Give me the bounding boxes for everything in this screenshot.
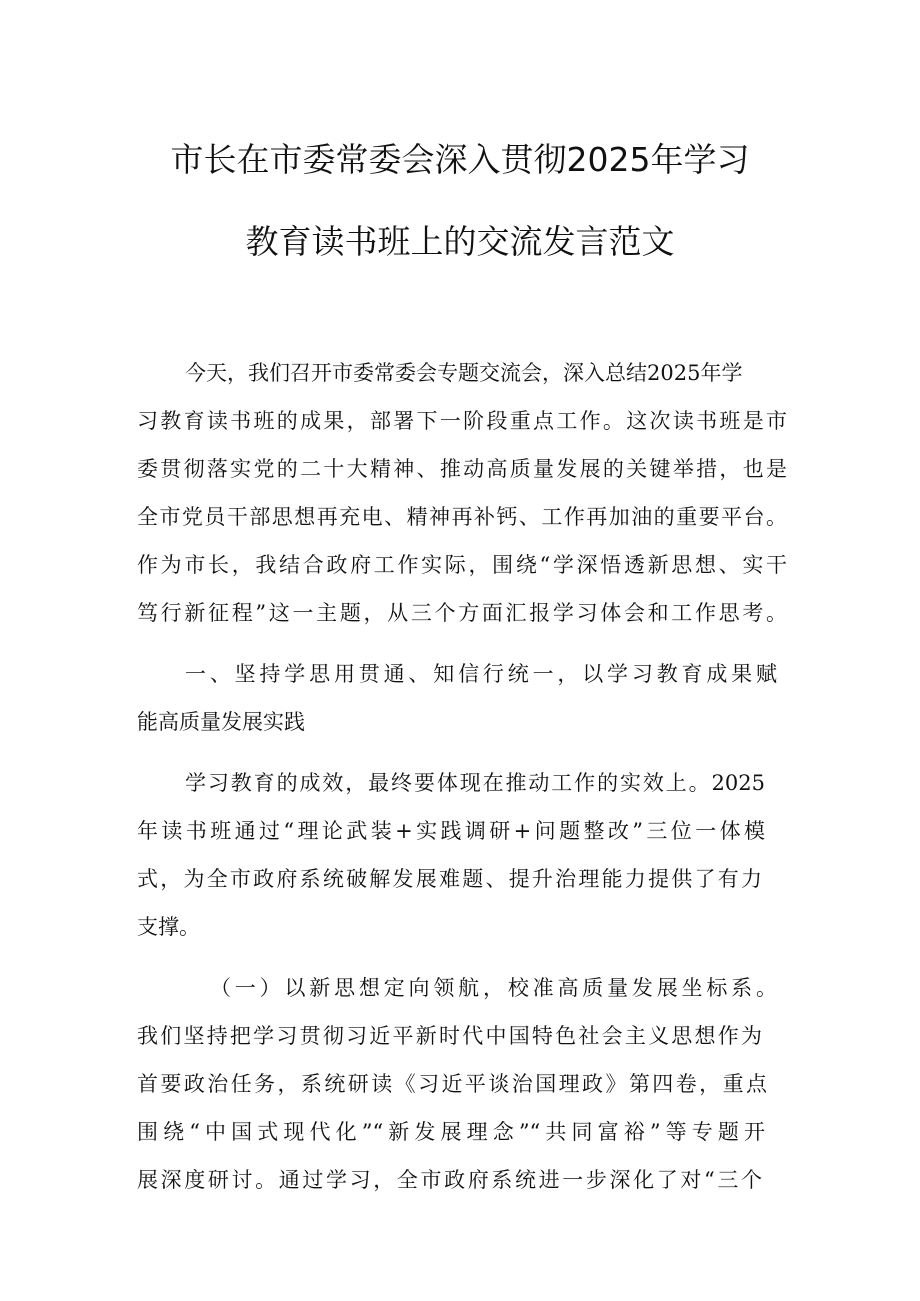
document-title-line-2: 教育读书班上的交流发言范文 <box>245 222 675 261</box>
body-line: 围绕“中国式现代化”“新发展理念”“共同富裕”等专题开 <box>137 1120 765 1144</box>
body-line: 年读书班通过“理论武装+实践调研+问题整改”三位一体模 <box>137 819 765 843</box>
body-line: 首要政治任务，系统研读《习近平谈治国理政》第四卷，重点 <box>137 1072 767 1096</box>
body-line: 作为市长，我结合政府工作实际，围绕“学深悟透新思想、实干 <box>137 553 787 577</box>
subsection-heading-line: （一）以新思想定向领航，校准高质量发展坐标系。 <box>210 976 777 1000</box>
document-title-line-1: 市长在市委常委会深入贯彻2025年学习 <box>170 140 750 179</box>
body-line: 委贯彻落实党的二十大精神、推动高质量发展的关键举措，也是 <box>137 457 787 481</box>
body-line: 展深度研讨。通过学习，全市政府系统进一步深化了对“三个 <box>137 1168 762 1192</box>
body-line: 笃行新征程”这一主题，从三个方面汇报学习体会和工作思考。 <box>137 601 787 625</box>
body-line: 支撑。 <box>137 915 200 939</box>
body-line: 全市党员干部思想再充电、精神再补钙、工作再加油的重要平台。 <box>137 505 787 529</box>
body-line: 习教育读书班的成果，部署下一阶段重点工作。这次读书班是市 <box>137 409 787 433</box>
body-line: 我们坚持把学习贯彻习近平新时代中国特色社会主义思想作为 <box>137 1024 762 1048</box>
section-heading-line: 一、坚持学思用贯通、知信行统一，以学习教育成果赋 <box>185 662 777 686</box>
body-line: 学习教育的成效，最终要体现在推动工作的实效上。2025 <box>185 771 765 795</box>
body-line: 式，为全市政府系统破解发展难题、提升治理能力提供了有力 <box>137 867 762 891</box>
section-heading-line: 能高质量发展实践 <box>137 710 305 734</box>
body-line: 今天，我们召开市委常委会专题交流会，深入总结2025年学 <box>185 361 743 385</box>
